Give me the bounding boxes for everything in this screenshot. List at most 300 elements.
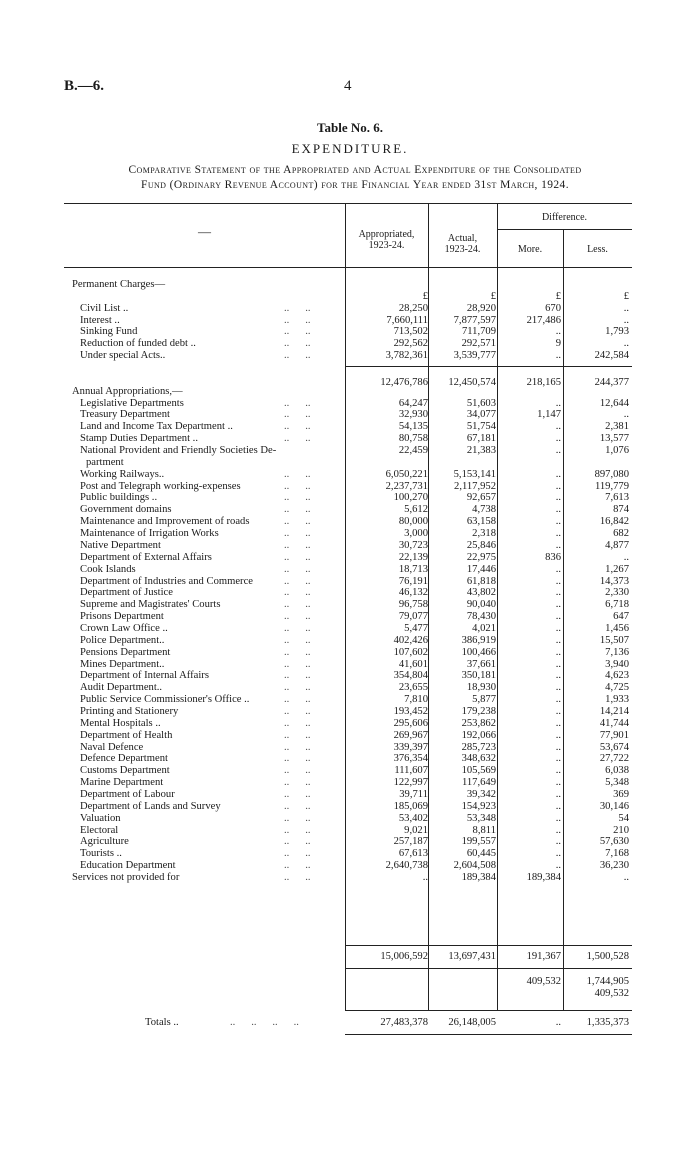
less-value: .. xyxy=(623,551,629,563)
more-value: £ xyxy=(555,290,561,302)
less-value: £ xyxy=(623,290,629,302)
appropriated-value: 376,354 xyxy=(393,753,428,765)
net-row-2: 409,532 xyxy=(594,988,629,999)
table-row xyxy=(0,481,700,493)
leader-dots: .. .. xyxy=(284,468,311,480)
table-row xyxy=(0,350,700,362)
appropriated-value: 5,477 xyxy=(404,622,428,634)
appropriated-value: 185,069 xyxy=(393,800,428,812)
appropriated-value: 46,132 xyxy=(398,587,428,599)
appropriated-value: 107,602 xyxy=(393,646,428,658)
less-value: 14,214 xyxy=(599,705,629,717)
actual-value: 63,158 xyxy=(466,516,496,528)
table-row xyxy=(0,777,700,789)
row-label: Under special Acts.. xyxy=(80,350,166,362)
table-row xyxy=(0,315,700,327)
leader-dots: .. .. xyxy=(284,326,311,338)
more-value: .. xyxy=(555,741,561,753)
rule-below-subtotal xyxy=(345,968,632,969)
leader-dots: .. .. xyxy=(284,753,311,765)
document-ref: B.—6. xyxy=(64,78,105,94)
appropriated-value: 292,562 xyxy=(393,338,428,350)
more-value: 218,165 xyxy=(526,376,561,388)
less-value: 1,933 xyxy=(605,694,629,706)
table-row xyxy=(0,694,700,706)
actual-value: 4,738 xyxy=(472,504,496,516)
appropriated-value: 12,476,786 xyxy=(380,376,428,388)
more-value: 836 xyxy=(545,551,561,563)
table-row xyxy=(0,753,700,765)
leader-dots: .. .. xyxy=(284,587,311,599)
actual-value: 199,557 xyxy=(461,836,496,848)
table-row xyxy=(0,303,700,315)
actual-value: 17,446 xyxy=(466,563,496,575)
more-value: .. xyxy=(555,599,561,611)
more-value: .. xyxy=(555,421,561,433)
leader-dots: .. .. xyxy=(284,433,311,445)
header-bottom-rule xyxy=(64,267,632,268)
leader-dots: .. .. xyxy=(284,314,311,326)
row-label: Permanent Charges— xyxy=(72,279,166,290)
less-value: 77,901 xyxy=(599,729,629,741)
leader-dots: .. .. xyxy=(284,302,311,314)
appropriated-value: 2,237,731 xyxy=(385,480,428,492)
appropriated-value: 7,660,111 xyxy=(386,314,428,326)
actual-value: 154,923 xyxy=(461,800,496,812)
table-row xyxy=(0,682,700,694)
rule-above-totals xyxy=(345,1010,632,1011)
actual-value: 53,348 xyxy=(466,812,496,824)
actual-value: 51,754 xyxy=(466,421,496,433)
leader-dots: .. .. xyxy=(284,397,311,409)
appropriated-value: 295,606 xyxy=(393,717,428,729)
row-label: Reduction of funded debt .. xyxy=(80,338,196,350)
table-row xyxy=(0,611,700,623)
leader-dots: .. .. xyxy=(284,622,311,634)
appropriated-value: 100,270 xyxy=(393,492,428,504)
table-row xyxy=(0,398,700,410)
less-value: 2,330 xyxy=(605,587,629,599)
actual-value: 386,919 xyxy=(461,634,496,646)
less-value: 682 xyxy=(613,528,629,540)
leader-dots: .. .. xyxy=(284,694,311,706)
row-label: Maintenance of Irrigation Works xyxy=(80,528,219,540)
actual-value: 4,021 xyxy=(472,622,496,634)
row-label: Marine Department xyxy=(80,777,164,789)
row-label: Public buildings .. xyxy=(80,492,158,504)
appropriated-value: 5,612 xyxy=(404,504,428,516)
less-value: 1,456 xyxy=(605,622,629,634)
leader-dots: .. .. xyxy=(284,409,311,421)
more-value: 217,486 xyxy=(526,314,561,326)
leader-dots: .. .. xyxy=(284,658,311,670)
row-label: Tourists .. xyxy=(80,848,122,860)
actual-value: 8,811 xyxy=(472,824,496,836)
less-value: 30,146 xyxy=(599,800,629,812)
table-row xyxy=(0,860,700,872)
leader-dots: .. .. xyxy=(284,634,311,646)
table-row xyxy=(0,848,700,860)
more-value: .. xyxy=(555,350,561,362)
actual-value: 21,383 xyxy=(466,445,496,457)
less-value: 41,744 xyxy=(599,717,629,729)
more-value: .. xyxy=(555,694,561,706)
leader-dots: .. .. xyxy=(284,528,311,540)
leader-dots: .. .. xyxy=(284,836,311,848)
row-label: Department of External Affairs xyxy=(80,551,212,563)
appropriated-value: 22,459 xyxy=(398,445,428,457)
subtitle-line-2: Fund (Ordinary Revenue Account) for the Financial Year ended 31st March, 1924. xyxy=(141,179,569,191)
actual-value: £ xyxy=(490,290,496,302)
less-value: 15,507 xyxy=(599,634,629,646)
more-value: .. xyxy=(555,788,561,800)
table-row xyxy=(0,386,700,398)
less-value: 1,793 xyxy=(605,326,629,338)
less-value: 210 xyxy=(613,824,629,836)
more-value: .. xyxy=(555,729,561,741)
header-blank: — xyxy=(198,224,211,239)
less-value: 12,644 xyxy=(599,397,629,409)
table-row xyxy=(0,789,700,801)
header-difference: Difference. xyxy=(541,212,588,223)
more-value: .. xyxy=(555,860,561,872)
table-row xyxy=(0,492,700,504)
table-subtitle xyxy=(60,163,650,193)
appropriated-value: 54,135 xyxy=(398,421,428,433)
row-label: Defence Department xyxy=(80,753,168,765)
table-row xyxy=(0,623,700,635)
actual-value: 179,238 xyxy=(461,705,496,717)
more-value: .. xyxy=(555,836,561,848)
table-row xyxy=(0,457,700,469)
subtitle-line-1: Comparative Statement of the Appropriated and Actual Expenditure of the Consolidated xyxy=(128,164,582,176)
leader-dots: .. .. xyxy=(284,599,311,611)
actual-value: 22,975 xyxy=(466,551,496,563)
table-number: Table No. 6. xyxy=(317,120,383,135)
appropriated-value: 193,452 xyxy=(393,705,428,717)
row-label: Sinking Fund xyxy=(80,326,138,338)
table-row xyxy=(0,765,700,777)
more-value: .. xyxy=(555,812,561,824)
less-value: 6,718 xyxy=(605,599,629,611)
less-value: 874 xyxy=(613,504,629,516)
appropriated-value: 28,250 xyxy=(398,302,428,314)
leader-dots: .. .. xyxy=(284,705,311,717)
appropriated-value: 64,247 xyxy=(398,397,428,409)
leader-dots: .. .. xyxy=(284,421,311,433)
table-row xyxy=(0,659,700,671)
less-value: 1,267 xyxy=(605,563,629,575)
more-value: .. xyxy=(555,765,561,777)
table-row xyxy=(0,338,700,350)
rule-above-subtotal-2 xyxy=(345,945,632,946)
table-row xyxy=(0,433,700,445)
more-value: .. xyxy=(555,753,561,765)
leader-dots: .. .. xyxy=(284,338,311,350)
row-label: Naval Defence xyxy=(80,741,144,753)
table-row xyxy=(0,291,700,303)
table-row xyxy=(0,587,700,599)
more-value: .. xyxy=(555,670,561,682)
less-value: 16,842 xyxy=(599,516,629,528)
actual-value: 90,040 xyxy=(466,599,496,611)
less-value: 6,038 xyxy=(605,765,629,777)
net-row-1: 409,532 1,744,905 xyxy=(526,976,629,987)
appropriated-value: 80,758 xyxy=(398,433,428,445)
appropriated-value: 23,655 xyxy=(398,682,428,694)
table-row xyxy=(0,635,700,647)
row-label: Native Department xyxy=(80,539,161,551)
appropriated-value: 30,723 xyxy=(398,539,428,551)
leader-dots: .. .. xyxy=(284,800,311,812)
actual-value: 51,603 xyxy=(466,397,496,409)
row-label: Legislative Departments xyxy=(80,397,184,409)
more-value: .. xyxy=(555,824,561,836)
more-value: .. xyxy=(555,397,561,409)
less-value: 647 xyxy=(613,611,629,623)
row-label: Department of Internal Affairs xyxy=(80,670,209,682)
table-row xyxy=(0,718,700,730)
actual-value: 2,318 xyxy=(472,528,496,540)
less-value: 119,779 xyxy=(594,480,629,492)
leader-dots: .. .. xyxy=(284,504,311,516)
actual-value: 34,077 xyxy=(466,409,496,421)
table-row xyxy=(0,836,700,848)
actual-value: 43,802 xyxy=(466,587,496,599)
less-value: 4,877 xyxy=(605,539,629,551)
row-label: Department of Industries and Commerce xyxy=(80,575,253,587)
actual-value: 711,709 xyxy=(461,326,496,338)
actual-value: 92,657 xyxy=(466,492,496,504)
more-value: .. xyxy=(555,504,561,516)
more-value: .. xyxy=(555,587,561,599)
totals-row: Totals .. .. .. .. .. 27,483,378 26,148,005 .. 1,335,373 xyxy=(145,1017,629,1028)
leader-dots: .. .. xyxy=(284,741,311,753)
more-value: .. xyxy=(555,777,561,789)
table-row xyxy=(0,647,700,659)
table-row xyxy=(0,872,700,884)
more-value: .. xyxy=(555,848,561,860)
actual-value: 5,153,141 xyxy=(453,468,496,480)
more-value: .. xyxy=(555,622,561,634)
table-heading: EXPENDITURE. xyxy=(291,141,409,156)
table-row xyxy=(0,421,700,433)
appropriated-value: 80,000 xyxy=(398,516,428,528)
actual-value: 78,430 xyxy=(466,611,496,623)
header-actual: Actual, 1923-24. xyxy=(444,233,481,255)
row-label: Agriculture xyxy=(80,836,129,848)
actual-value: 28,920 xyxy=(466,302,496,314)
more-value: 670 xyxy=(545,302,561,314)
leader-dots: .. .. xyxy=(284,824,311,836)
appropriated-value: 269,967 xyxy=(393,729,428,741)
less-value: 4,725 xyxy=(605,682,629,694)
leader-dots: .. .. xyxy=(284,682,311,694)
less-value: 57,630 xyxy=(599,836,629,848)
less-value: 7,168 xyxy=(605,848,629,860)
row-label: partment xyxy=(86,456,124,468)
appropriated-value: 39,711 xyxy=(399,788,428,800)
appropriated-value: 22,139 xyxy=(398,551,428,563)
row-label: Stamp Duties Department .. xyxy=(80,433,198,445)
more-value: 189,384 xyxy=(526,872,561,883)
appropriated-value: 7,810 xyxy=(404,694,428,706)
row-label: Civil List .. xyxy=(80,302,129,314)
appropriated-value: 18,713 xyxy=(398,563,428,575)
less-value: 4,623 xyxy=(605,670,629,682)
rule-below-totals xyxy=(345,1034,632,1035)
row-label: Crown Law Office .. xyxy=(80,622,168,634)
table-row xyxy=(0,552,700,564)
row-label: Annual Appropriations,— xyxy=(72,385,183,397)
less-value: 27,722 xyxy=(599,753,629,765)
more-value: .. xyxy=(555,539,561,551)
less-value: 5,348 xyxy=(605,777,629,789)
actual-value: 105,569 xyxy=(461,765,496,777)
row-label: Printing and Stationery xyxy=(80,705,179,717)
table-row xyxy=(0,540,700,552)
more-value: .. xyxy=(555,682,561,694)
actual-value: 67,181 xyxy=(466,433,496,445)
actual-value: 2,604,508 xyxy=(453,860,496,872)
leader-dots: .. .. xyxy=(284,480,311,492)
appropriated-value: .. xyxy=(422,872,428,883)
appropriated-value: 67,613 xyxy=(398,848,428,860)
more-value: .. xyxy=(555,717,561,729)
less-value: 369 xyxy=(613,788,629,800)
actual-value: 2,117,952 xyxy=(454,480,496,492)
appropriated-value: 9,021 xyxy=(404,824,428,836)
appropriated-value: 111,607 xyxy=(394,765,428,777)
row-label: Mental Hospitals .. xyxy=(80,717,161,729)
more-value: .. xyxy=(555,563,561,575)
more-value: .. xyxy=(555,611,561,623)
row-label: Customs Department xyxy=(80,765,170,777)
top-rule xyxy=(64,203,632,204)
row-label: National Provident and Friendly Societies De- xyxy=(80,445,277,457)
page-number: 4 xyxy=(344,78,352,94)
table-row xyxy=(0,801,700,813)
less-value: 244,377 xyxy=(594,376,629,388)
less-value: .. xyxy=(623,872,629,883)
more-value: .. xyxy=(555,646,561,658)
less-value: 2,381 xyxy=(605,421,629,433)
appropriated-value: 76,191 xyxy=(398,575,428,587)
row-label: Mines Department.. xyxy=(80,658,165,670)
less-value: .. xyxy=(623,314,629,326)
leader-dots: .. .. xyxy=(284,575,311,587)
table-row xyxy=(0,528,700,540)
leader-dots: .. .. xyxy=(284,860,311,872)
rule-above-subtotal-1 xyxy=(345,366,632,367)
table-row xyxy=(0,362,700,374)
less-value: 14,373 xyxy=(599,575,629,587)
actual-value: 285,723 xyxy=(461,741,496,753)
more-value: .. xyxy=(555,468,561,480)
less-value: 7,613 xyxy=(605,492,629,504)
actual-value: 100,466 xyxy=(461,646,496,658)
leader-dots: .. .. xyxy=(284,551,311,563)
appropriated-value: 713,502 xyxy=(393,326,428,338)
table-row xyxy=(0,445,700,457)
row-label: Treasury Department xyxy=(80,409,170,421)
more-value: .. xyxy=(555,480,561,492)
leader-dots: .. .. xyxy=(284,848,311,860)
row-label: Post and Telegraph working-expenses xyxy=(80,480,241,492)
actual-value: 18,930 xyxy=(466,682,496,694)
table-row xyxy=(0,279,700,291)
appropriated-value: 3,782,361 xyxy=(385,350,428,362)
appropriated-value: 32,930 xyxy=(398,409,428,421)
appropriated-value: 53,402 xyxy=(398,812,428,824)
appropriated-value: 354,804 xyxy=(393,670,428,682)
table-row xyxy=(0,409,700,421)
less-value: .. xyxy=(623,302,629,314)
actual-value: 25,846 xyxy=(466,539,496,551)
leader-dots: .. .. xyxy=(284,350,311,362)
leader-dots: .. .. xyxy=(284,670,311,682)
row-label: Valuation xyxy=(80,812,121,824)
actual-value: 12,450,574 xyxy=(448,376,496,388)
actual-value: 61,818 xyxy=(466,575,496,587)
header-appropriated: Appropriated, 1923-24. xyxy=(358,229,415,251)
table-row xyxy=(0,742,700,754)
appropriated-value: 2,640,738 xyxy=(385,860,428,872)
actual-value: 7,877,597 xyxy=(453,314,496,326)
more-value: .. xyxy=(555,492,561,504)
more-value: .. xyxy=(555,800,561,812)
table-row xyxy=(0,576,700,588)
actual-value: 189,384 xyxy=(461,872,496,883)
totals-label: Totals .. xyxy=(145,1017,179,1028)
leader-dots: .. .. xyxy=(284,539,311,551)
row-label: Electoral xyxy=(80,824,119,836)
leader-dots: .. .. xyxy=(284,788,311,800)
less-value: 3,940 xyxy=(605,658,629,670)
actual-value: 192,066 xyxy=(461,729,496,741)
actual-value: 292,571 xyxy=(461,338,496,350)
row-label: Cook Islands xyxy=(80,563,136,575)
table-row xyxy=(0,469,700,481)
difference-rule xyxy=(497,229,632,230)
leader-dots: .. .. xyxy=(284,492,311,504)
less-value: 13,577 xyxy=(599,433,629,445)
more-value: .. xyxy=(555,433,561,445)
header-less: Less. xyxy=(587,244,608,255)
less-value: 242,584 xyxy=(594,350,629,362)
leader-dots: .. .. xyxy=(284,717,311,729)
more-value: 9 xyxy=(555,338,561,350)
subtotal-row: 15,006,592 13,697,431 191,367 1,500,528 xyxy=(380,951,629,962)
more-value: .. xyxy=(555,528,561,540)
row-label: Department of Justice xyxy=(80,587,173,599)
appropriated-value: £ xyxy=(422,290,428,302)
less-value: .. xyxy=(623,409,629,421)
row-label: Police Department.. xyxy=(80,634,165,646)
table-row xyxy=(0,504,700,516)
totals-dots: .. .. .. .. xyxy=(230,1017,299,1028)
appropriated-value: 96,758 xyxy=(398,599,428,611)
appropriated-value: 402,426 xyxy=(393,634,428,646)
actual-value: 117,649 xyxy=(461,777,496,789)
row-label: Land and Income Tax Department .. xyxy=(80,421,233,433)
appropriated-value: 339,397 xyxy=(393,741,428,753)
actual-value: 37,661 xyxy=(466,658,496,670)
row-label: Working Railways.. xyxy=(80,468,165,480)
more-value: .. xyxy=(555,516,561,528)
less-value: 897,080 xyxy=(594,468,629,480)
less-value: 53,674 xyxy=(599,741,629,753)
